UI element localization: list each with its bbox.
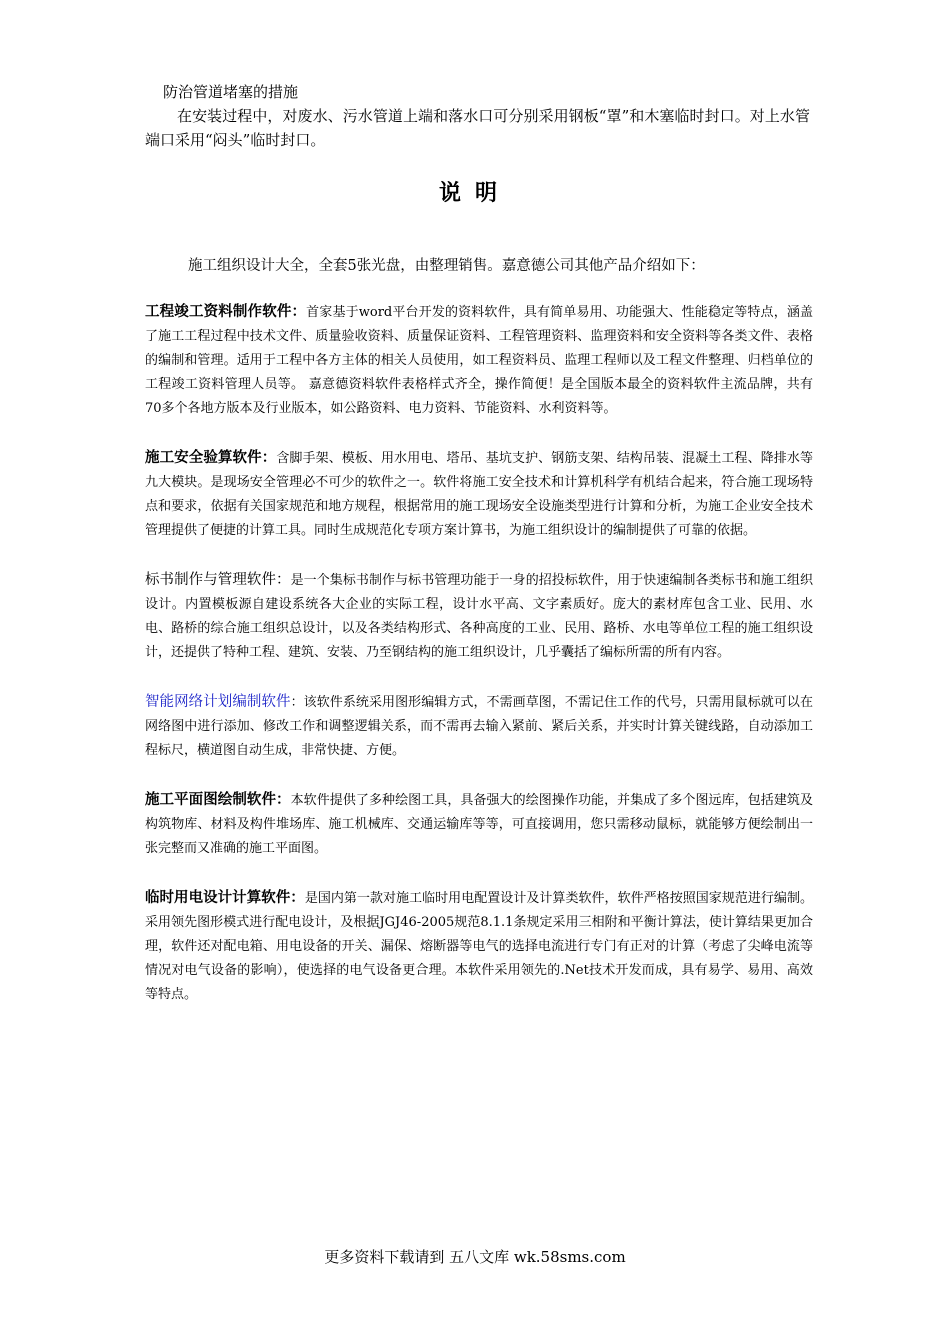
product-sections [145,300,813,1032]
product-section [145,788,813,861]
product-description: ：该软件系统采用图形编辑方式，不需画草图，不需记住工作的代号，只需用鼠标就可以在网络图中进行添加、修改工作和调整逻辑关系，而不需再去输入紧前、紧后关系，并实时计算关键线路，自动添加工程标尺，横道图自动生成，非常快捷、方便。 [145,695,813,758]
footer-note: 更多资料下载请到 五八文库 wk.58sms.com [324,1248,626,1266]
product-name: 工程竣工资料制作软件： [145,304,307,320]
product-section [145,568,813,665]
product-section [145,446,813,543]
product-name: 临时用电设计计算软件： [145,890,305,906]
page-title: 说明 [438,181,511,206]
product-section [145,690,813,763]
lead-text: 施工组织设计大全，全套5张光盘，由整理销售。嘉意德公司其他产品介绍如下： [188,258,705,274]
intro-paragraph: 在安装过程中，对废水、污水管道上端和落水口可分别采用钢板“罩”和木塞临时封口。对上水管端口采用“闷头”临时封口。 [145,107,810,149]
product-description: 首家基于word平台开发的资料软件，具有简单易用、功能强大、性能稳定等特点，涵盖了施工工程过程中技术文件、质量验收资料、质量保证资料、工程管理资料、监理资料和安全资料等各类文件、表格的编制和管理。适用于工程中各方主体的相关人员使用，如工程资料员、监理工程师以及工程文件整理、归档单位的工程竣工资料管理人员等。 嘉意德资料软件表格样式齐全，操作简便！是全国版本最全的资料软件主流品牌，共有70多个各地方版本及行业版本，如公路资料、电力资料、节能资料、水利资料等。 [145,305,813,416]
product-name: 施工安全验算软件： [145,450,277,466]
product-name: 标书制作与管理软件： [145,572,291,588]
product-description: 含脚手架、模板、用水用电、塔吊、基坑支护、钢筋支架、结构吊装、混凝土工程、降排水等九大模块。是现场安全管理必不可少的软件之一。软件将施工安全技术和计算机科学有机结合起来，符合施工现场特点和要求，依据有关国家规范和地方规程，根据常用的施工现场安全设施类型进行计算和分析，为施工企业安全技术管理提供了便捷的计算工具。同时生成规范化专项方案计算书，为施工组织设计的编制提供了可靠的依据。 [145,451,813,538]
product-description: 本软件提供了多种绘图工具，具备强大的绘图操作功能，并集成了多个图远库，包括建筑及构筑物库、材料及构件堆场库、施工机械库、交通运输库等等，可直接调用，您只需移动鼠标，就能够方便绘制出一张完整而又准确的施工平面图。 [145,793,813,856]
product-description: 是国内第一款对施工临时用电配置设计及计算类软件，软件严格按照国家规范进行编制。采用领先图形模式进行配电设计，及根据JGJ46-2005规范8.1.1条规定采用三相附和平衡计算法，使计算结果更加合理，软件还对配电箱、用电设备的开关、漏保、熔断器等电气的选择电流进行专门有正对的计算（考虑了尖峰电流等情况对电气设备的影响），使选择的电气设备更合理。本软件采用领先的.Net技术开发而成，具有易学、易用、高效等特点。 [145,891,813,1002]
product-name: 施工平面图绘制软件： [145,792,291,808]
product-section [145,886,813,1007]
intro-block [145,80,810,152]
intro-heading: 防治管道堵塞的措施 [163,83,299,101]
product-section [145,300,813,421]
product-description: 是一个集标书制作与标书管理功能于一身的招投标软件，用于快速编制各类标书和施工组织设计。内置模板源自建设系统各大企业的实际工程，设计水平高、文字素质好。庞大的素材库包含工业、民用、水电、路桥的综合施工组织总设计，以及各类结构形式、各种高度的工业、民用、路桥、水电等单位工程的施工组织设计，还提供了特种工程、建筑、安装、乃至钢结构的施工组织设计，几乎囊括了编标所需的所有内容。 [145,573,813,660]
product-name-link[interactable]: 智能网络计划编制软件 [145,694,291,710]
